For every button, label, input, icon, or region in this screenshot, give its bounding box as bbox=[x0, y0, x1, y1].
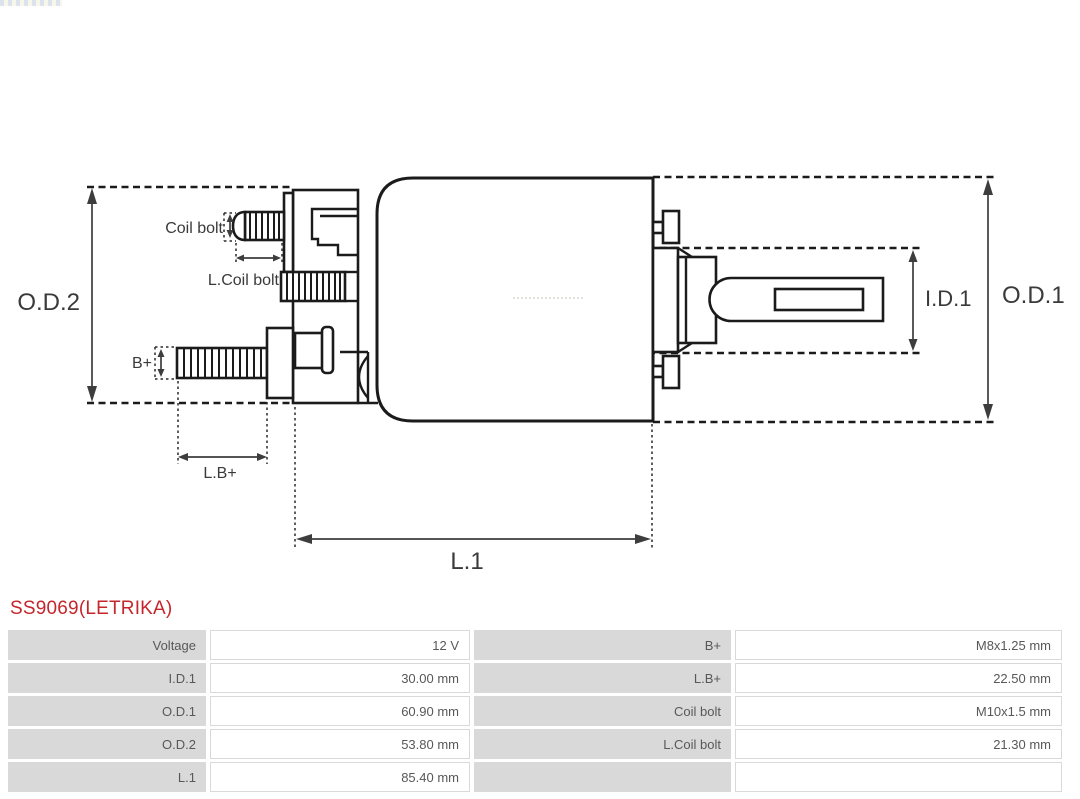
spec-label-cell: O.D.2 bbox=[8, 729, 206, 759]
spec-label-cell: I.D.1 bbox=[8, 663, 206, 693]
spec-value-cell: 85.40 mm bbox=[210, 762, 470, 792]
dim-od1 bbox=[983, 179, 993, 420]
solenoid-body bbox=[377, 178, 653, 421]
shaft-slot bbox=[775, 289, 863, 310]
spec-label-cell: L.1 bbox=[8, 762, 206, 792]
plunger-assembly bbox=[653, 248, 883, 352]
dim-id1 bbox=[909, 250, 918, 351]
spec-label-cell: B+ bbox=[474, 630, 731, 660]
spec-label-cell: L.Coil bolt bbox=[474, 729, 731, 759]
dim-b-plus bbox=[158, 349, 165, 377]
dim-l-coil-bolt bbox=[236, 255, 281, 262]
l-b-plus-label: L.B+ bbox=[203, 465, 237, 482]
b-plus-nut bbox=[267, 328, 293, 398]
spec-label-cell: O.D.1 bbox=[8, 696, 206, 726]
spec-value-cell: 60.90 mm bbox=[210, 696, 470, 726]
dim-l1 bbox=[296, 534, 651, 544]
b-plus-washer bbox=[322, 327, 333, 373]
spec-value-cell: 53.80 mm bbox=[210, 729, 470, 759]
l-coil-bolt-label: L.Coil bolt bbox=[207, 272, 279, 289]
spec-label-cell bbox=[474, 762, 731, 792]
spec-table bbox=[8, 630, 1062, 792]
l1-label: L.1 bbox=[450, 548, 484, 575]
product-code-title: SS9069(LETRIKA) bbox=[10, 598, 173, 619]
dim-od2 bbox=[87, 188, 97, 402]
spec-value-cell: M10x1.5 mm bbox=[735, 696, 1062, 726]
spec-value-cell: 12 V bbox=[210, 630, 470, 660]
coil-bolt-label: Coil bolt bbox=[165, 220, 223, 237]
spec-value-cell: 22.50 mm bbox=[735, 663, 1062, 693]
spec-value-cell: M8x1.25 mm bbox=[735, 630, 1062, 660]
spec-value-cell bbox=[735, 762, 1062, 792]
od1-label: O.D.1 bbox=[1002, 282, 1065, 309]
od2-label: O.D.2 bbox=[17, 289, 80, 316]
dim-l-b-plus bbox=[178, 453, 267, 461]
id1-label: I.D.1 bbox=[925, 286, 972, 311]
spec-label-cell: Voltage bbox=[8, 630, 206, 660]
spec-value-cell: 21.30 mm bbox=[735, 729, 1062, 759]
b-plus-label: B+ bbox=[131, 355, 152, 372]
spec-label-cell: L.B+ bbox=[474, 663, 731, 693]
spec-label-cell: Coil bolt bbox=[474, 696, 731, 726]
spec-value-cell: 30.00 mm bbox=[210, 663, 470, 693]
